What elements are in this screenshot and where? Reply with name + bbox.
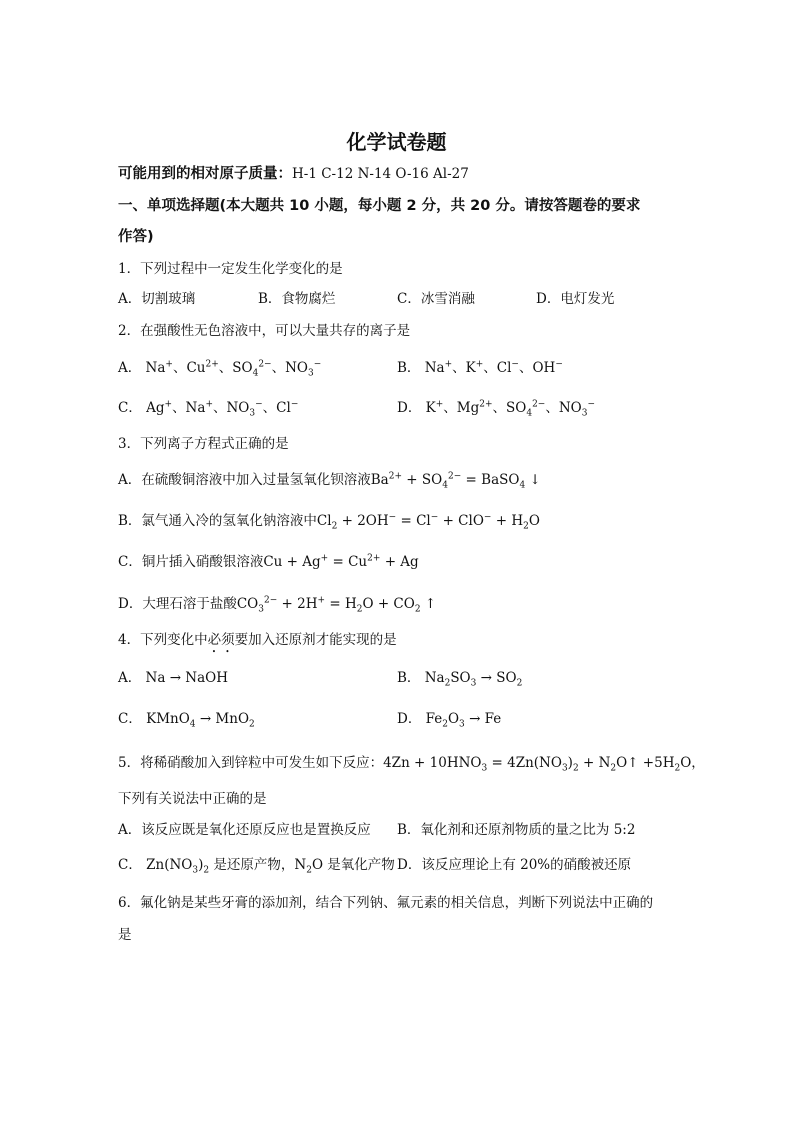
- q3-option-d-text: D．大理石溶于盐酸: [118, 596, 237, 612]
- q5-stem: 5．将稀硝酸加入到锌粒中可发生如下反应：$4Zn + 10HNO_3 = 4Zn(NO_3)_2$ + $N_2O↑ +5H_2O$，: [118, 755, 705, 774]
- q4-option-a: A． Na → NaOH: [118, 670, 228, 686]
- q6-stem-1: 6．氟化钠是某些牙膏的添加剂，结合下列钠、氟元素的相关信息，判断下列说法中正确的: [118, 895, 654, 911]
- q4-stem-a: 4．下列变化中: [118, 632, 208, 648]
- q5-option-a: A．该反应既是氧化还原反应也是置换反应: [118, 822, 371, 838]
- q3-option-b-text: B．氯气通入冷的氢氧化钠溶液中: [118, 513, 317, 529]
- q3-option-a-text: A．在硫酸铜溶液中加入过量氢氧化钡溶液: [118, 472, 371, 488]
- section-heading-1: 一、单项选择题(本大题共 10 小题，每小题 2 分，共 20 分。请按答题卷的要求: [118, 198, 641, 214]
- q5-option-c-text-b: 是氧化产物: [327, 857, 395, 873]
- q5-option-c: C． $Zn(NO_3)_2$ 是还原产物，$N_2O$ 是氧化产物: [118, 857, 395, 876]
- atomic-mass-label: 可能用到的相对原子质量：: [118, 166, 292, 182]
- q1-stem: 1．下列过程中一定发生化学变化的是: [118, 261, 343, 277]
- q4-stem: [118, 630, 397, 656]
- q1-option-b: B．食物腐烂: [258, 291, 336, 307]
- q3-stem: 3．下列离子方程式正确的是: [118, 436, 289, 452]
- q2-option-c: C． Ag+、Na+、$NO_3^-$、Cl−: [118, 399, 299, 419]
- q4-option-d: D． $Fe_2O_3 \to Fe$: [397, 711, 502, 730]
- atomic-mass-values: H-1 C-12 N-14 O-16 Al-27: [292, 166, 469, 182]
- q4-option-b: B． $Na_2SO_3 \to SO_2$: [397, 670, 523, 689]
- q1-option-d: D．电灯发光: [536, 291, 615, 307]
- q2-stem: 2．在强酸性无色溶液中，可以大量共存的离子是: [118, 323, 411, 339]
- q3-option-d: D．大理石溶于盐酸$CO_3^{2-} + 2H^+ = H_2O + CO_2$ ↑: [118, 595, 437, 615]
- q5-stem-text: 5．将稀硝酸加入到锌粒中可发生如下反应：: [118, 755, 384, 771]
- q1-option-c: C．冰雪消融: [397, 291, 475, 307]
- q3-option-c: C．铜片插入硝酸银溶液$Cu + Ag^+ = Cu^{2+} + Ag$: [118, 553, 419, 570]
- q2-option-d: D． K+、$Mg^{2+}$、$SO_4^{2-}$、$NO_3^-$: [397, 399, 596, 419]
- q5-option-b: B．氧化剂和还原剂物质的量之比为 5:2: [397, 822, 636, 838]
- q2-option-a: A． Na+、$Cu^{2+}$、$SO_4^{2-}$、$NO_3^-$: [118, 359, 322, 379]
- page-title: 化学试卷题: [346, 130, 447, 154]
- q3-option-b: B．氯气通入冷的氢氧化钠溶液中$Cl_2 + 2OH^- = Cl^- + ClO^- + H_2O$: [118, 512, 540, 532]
- q6-stem-2: 是: [118, 927, 132, 943]
- q3-option-c-text: C．铜片插入硝酸银溶液: [118, 554, 264, 570]
- q1-option-a: A．切割玻璃: [118, 291, 196, 307]
- q5-option-d: D．该反应理论上有 20%的硝酸被还原: [397, 857, 632, 873]
- q4-option-c: C． KMnO$_4$ → MnO$_2$: [118, 711, 255, 730]
- q4-stem-b: 要加入还原剂才能实现的是: [234, 632, 397, 648]
- section-heading-2: 作答): [118, 229, 154, 245]
- q5-stem-2: 下列有关说法中正确的是: [118, 791, 267, 807]
- q4-emphasis: 必须: [207, 632, 235, 648]
- q2-option-b: B． Na+、K+、Cl−、OH−: [397, 359, 563, 376]
- atomic-mass-line: [118, 164, 469, 184]
- q5-option-c-text-a: 是还原产物，: [213, 857, 295, 873]
- q3-option-a: A．在硫酸铜溶液中加入过量氢氧化钡溶液$Ba^{2+} + SO_4^{2-}$ = BaSO$_4$ ↓: [118, 471, 541, 491]
